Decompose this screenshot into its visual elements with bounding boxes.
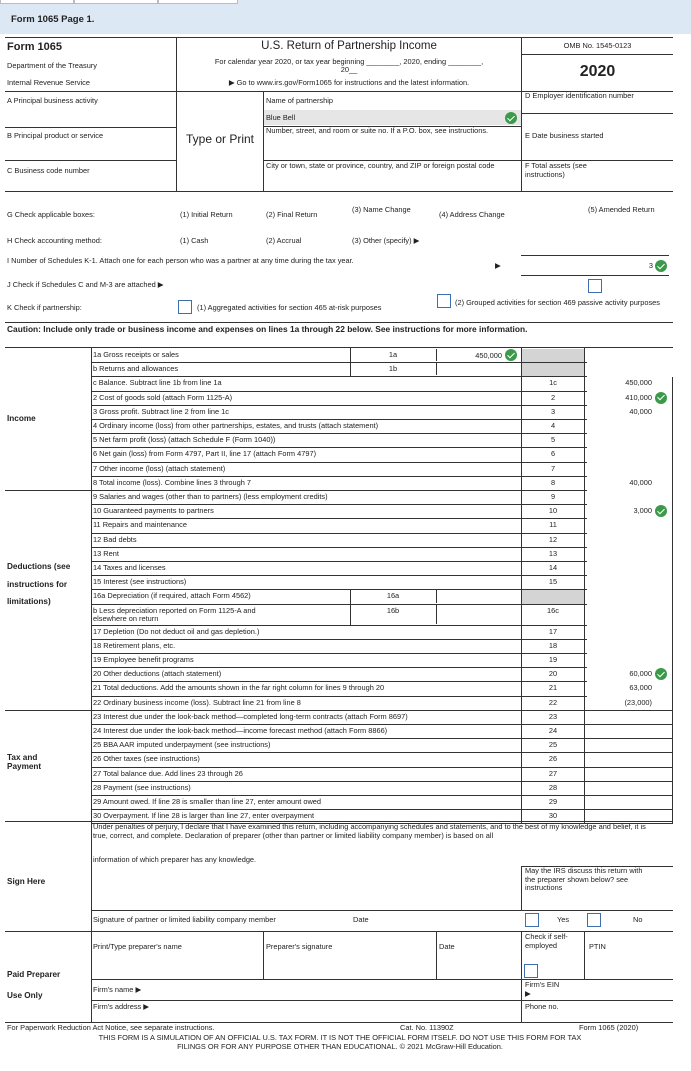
line-number: 3 — [550, 406, 556, 416]
line-number: 18 — [548, 640, 558, 650]
line-sub-input[interactable] — [436, 605, 521, 624]
g-amended-return[interactable]: (5) Amended Return — [588, 205, 655, 214]
paperwork-notice: For Paperwork Reduction Act Notice, see separate instructions. — [7, 1023, 215, 1032]
line-number: 17 — [548, 626, 558, 636]
check-icon — [505, 112, 517, 124]
line-amount-input[interactable] — [585, 725, 673, 737]
h-other[interactable]: (3) Other (specify) ▶ — [352, 236, 420, 245]
line-description: b Less depreciation reported on Form 1125-A and elsewhere on return — [93, 605, 256, 624]
discuss-yes-label: Yes — [557, 915, 570, 924]
line-description: 12 Bad debts — [93, 534, 137, 544]
line-description: 9 Salaries and wages (other than to partners) (less employment credits) — [93, 492, 328, 501]
i-label: I Number of Schedules K-1. Attach one for each person who was a partner at any time during the tax year. — [7, 256, 354, 265]
form-number: Form 1065 — [7, 41, 63, 53]
principal-business-label: A Principal business activity — [7, 96, 98, 105]
check-icon — [655, 260, 667, 272]
g-final-return[interactable]: (2) Final Return — [266, 210, 318, 219]
section-paid-preparer: Paid Preparer Use Only — [7, 970, 61, 1000]
line-description: 30 Overpayment. If line 28 is larger than line 27, enter overpayment — [93, 811, 315, 821]
line-amount-input[interactable] — [585, 448, 673, 460]
line-description: 18 Retirement plans, etc. — [93, 640, 176, 650]
irs-label: Internal Revenue Service — [7, 78, 90, 87]
line-description: 8 Total income (loss). Combine lines 3 through 7 — [93, 477, 252, 487]
g-label: G Check applicable boxes: — [7, 210, 95, 219]
date-started-label: E Date business started — [525, 131, 604, 140]
section-income: Income — [7, 414, 36, 423]
line-number: 6 — [550, 449, 556, 459]
line-amount-input[interactable] — [585, 753, 673, 765]
discuss-text: May the IRS discuss this return with the preparer shown below? see instructions — [525, 866, 643, 893]
sign-date-label: Date — [353, 915, 369, 924]
line-description: 7 Other income (loss) (attach statement) — [93, 463, 226, 473]
line-number: 29 — [548, 797, 558, 806]
check-icon — [505, 349, 517, 361]
line-description: 24 Interest due under the look-back method—income forecast method (attach Form 8866) — [93, 726, 388, 735]
principal-product-label: B Principal product or service — [7, 131, 104, 140]
line-amount-input[interactable] — [585, 491, 673, 503]
self-employed-label: Check if self-employed — [525, 932, 568, 950]
line-amount-input[interactable] — [585, 562, 673, 574]
tab-stub[interactable] — [0, 0, 74, 4]
penalty-text: Under penalties of perjury, I declare that I have examined this return, including accompanying schedules and statements, and to the best of my knowledge and belief, it is true, correct, and complete. Declaration of preparer (other than partner or limited liability company member) is based on all — [93, 822, 646, 840]
penalty-text-2: information of which preparer has any knowledge. — [93, 855, 257, 864]
calendar-year: For calendar year 2020, or tax year beginning ________, 2020, ending ________, — [214, 57, 484, 66]
firm-name-label: Firm's name ▶ — [93, 985, 142, 994]
line-number: 22 — [548, 697, 558, 707]
line-amount: 40,000 — [629, 406, 652, 416]
line-amount-input[interactable] — [585, 768, 673, 780]
line-amount-input[interactable] — [585, 534, 673, 546]
section-sign-here: Sign Here — [7, 877, 46, 886]
tax-year: 2020 — [579, 63, 616, 80]
check-icon — [655, 392, 667, 404]
line-amount-input[interactable] — [585, 519, 673, 531]
k1-count[interactable]: 3 — [648, 261, 653, 270]
line-description: 6 Net gain (loss) from Form 4797, Part II, line 17 (attach Form 4797) — [93, 449, 317, 459]
k-aggregated-label: (1) Aggregated activities for section 465 at-risk purposes — [197, 303, 382, 312]
signature-label: Signature of partner or limited liability company member — [93, 915, 276, 924]
self-employed-checkbox[interactable] — [524, 964, 538, 978]
page-header-bar — [0, 0, 691, 34]
line-number: 7 — [550, 463, 556, 473]
line-description: 4 Ordinary income (loss) from other partnerships, estates, and trusts (attach statement) — [93, 421, 379, 430]
line-description: 11 Repairs and maintenance — [93, 520, 187, 530]
line-number: 24 — [548, 726, 558, 735]
k-grouped-label: (2) Grouped activities for section 469 passive activity purposes — [455, 298, 660, 307]
line-number: 8 — [550, 477, 556, 487]
line-description: 15 Interest (see instructions) — [93, 577, 187, 587]
line-number: 30 — [548, 811, 558, 821]
line-description: b Returns and allowances — [93, 364, 179, 374]
line-number: 20 — [548, 669, 558, 679]
line-description: 23 Interest due under the look-back method—completed long-term contracts (attach Form 8697) — [93, 711, 408, 721]
shaded-cell — [522, 590, 584, 603]
line-description: 20 Other deductions (attach statement) — [93, 669, 222, 679]
line-amount-input[interactable] — [585, 576, 673, 588]
line-description: 5 Net farm profit (loss) (attach Schedule F (Form 1040)) — [93, 435, 276, 445]
line-amount: (23,000) — [624, 697, 652, 707]
line-amount-input[interactable] — [585, 782, 673, 794]
preparer-name-label: Print/Type preparer's name — [93, 942, 182, 951]
line-number: 16c — [547, 605, 559, 615]
line-amount-input[interactable] — [585, 654, 673, 666]
line-number: 14 — [548, 563, 558, 572]
line-number: 5 — [550, 435, 556, 445]
line-sub-number: 1a — [388, 350, 398, 359]
line-amount-input[interactable] — [585, 626, 673, 638]
h-accrual[interactable]: (2) Accrual — [266, 236, 302, 245]
line-description: 13 Rent — [93, 548, 119, 558]
type-or-print: Type or Print — [185, 132, 255, 146]
line-amount-input[interactable] — [585, 640, 673, 652]
line-number: 25 — [548, 740, 558, 750]
line-amount: 60,000 — [629, 669, 652, 679]
partnership-name-value: Blue Bell — [266, 113, 296, 122]
tab-stub[interactable] — [74, 0, 158, 4]
line-amount-input[interactable] — [585, 711, 673, 723]
line-sub-number: 16b — [386, 605, 400, 615]
partnership-name-input[interactable] — [264, 110, 521, 125]
omb-number: OMB No. 1545-0123 — [563, 41, 632, 50]
street-label: Number, street, and room or suite no. If a P.O. box, see instructions. — [266, 126, 489, 135]
j-checkbox[interactable] — [588, 279, 602, 293]
line-description: 3 Gross profit. Subtract line 2 from line 1c — [93, 406, 229, 416]
discuss-no-checkbox[interactable] — [587, 913, 601, 927]
line-amount-input[interactable] — [585, 605, 673, 624]
partnership-name-label: Name of partnership — [266, 96, 333, 105]
city-label: City or town, state or province, country, and ZIP or foreign postal code — [266, 161, 495, 170]
tab-stub[interactable] — [158, 0, 238, 4]
line-description: 28 Payment (see instructions) — [93, 782, 191, 792]
ptin-label: PTIN — [589, 942, 606, 951]
line-amount: 450,000 — [625, 378, 652, 388]
line-amount-input[interactable] — [585, 420, 673, 432]
line-amount-input[interactable] — [585, 739, 673, 751]
line-number: 10 — [548, 506, 558, 516]
line-number: 11 — [549, 520, 557, 530]
irs-link[interactable]: ▶ Go to www.irs.gov/Form1065 for instructions and the latest information. — [228, 78, 470, 87]
simulation-disclaimer: THIS FORM IS A SIMULATION OF AN OFFICIAL U.S. TAX FORM. IT IS NOT THE OFFICIAL FORM ITSELF. DO NOT USE THIS FORM FOR TAX FILINGS OR FOR ANY PURPOSE OTHER THAN EDUCATIONAL. © 2021 McGraw-Hill Education. — [98, 1033, 582, 1051]
line-number: 1c — [549, 378, 557, 388]
form-title: U.S. Return of Partnership Income — [261, 40, 437, 52]
line-sub-amount: 450,000 — [475, 351, 502, 360]
firm-ein-label: Firm's EIN ▶ — [525, 980, 560, 998]
line-amount: 410,000 — [625, 392, 652, 402]
g-name-change[interactable]: (3) Name Change — [352, 205, 411, 214]
dept-treasury: Department of the Treasury — [7, 61, 97, 70]
line-number: 28 — [548, 782, 558, 792]
firm-address-label: Firm's address ▶ — [93, 1002, 149, 1011]
h-label: H Check accounting method: — [7, 236, 102, 245]
g-address-change[interactable]: (4) Address Change — [439, 210, 505, 219]
line-number: 23 — [548, 711, 558, 721]
footer-form-label: Form 1065 (2020) — [579, 1023, 639, 1032]
line-description: 10 Guaranteed payments to partners — [93, 506, 214, 516]
line-description: 19 Employee benefit programs — [93, 655, 194, 664]
line-sub-number: 16a — [386, 591, 400, 601]
line-description: 25 BBA AAR imputed underpayment (see instructions) — [93, 740, 271, 750]
k-grouped-checkbox[interactable] — [437, 294, 451, 308]
total-assets-label: F Total assets (see instructions) — [525, 161, 587, 179]
line-sub-number: 1b — [388, 364, 398, 374]
discuss-no-label: No — [633, 915, 643, 924]
line-amount: 3,000 — [633, 506, 652, 516]
caution-text: Caution: Include only trade or business income and expenses on lines 1a through 22 below. See instructions for more information. — [7, 324, 528, 334]
line-number: 2 — [550, 392, 556, 402]
line-amount-input[interactable] — [585, 434, 673, 446]
line-description: c Balance. Subtract line 1b from line 1a — [93, 378, 222, 388]
line-number: 27 — [548, 768, 558, 778]
discuss-yes-checkbox[interactable] — [525, 913, 539, 927]
line-description: 21 Total deductions. Add the amounts shown in the far right column for lines 9 through 20 — [93, 683, 385, 693]
line-description: 17 Depletion (Do not deduct oil and gas depletion.) — [93, 626, 260, 636]
line-number: 4 — [550, 421, 556, 430]
line-description: 29 Amount owed. If line 28 is smaller than line 27, enter amount owed — [93, 797, 322, 806]
line-number: 21 — [548, 683, 558, 693]
ein-label: D Employer identification number — [525, 91, 634, 100]
j-label: J Check if Schedules C and M-3 are attached ▶ — [7, 280, 164, 289]
line-description: 1a Gross receipts or sales — [93, 350, 179, 359]
line-number: 26 — [548, 754, 558, 764]
h-cash[interactable]: (1) Cash — [180, 236, 209, 245]
line-description: 22 Ordinary business income (loss). Subtract line 21 from line 8 — [93, 697, 301, 707]
line-amount-input[interactable] — [585, 463, 673, 475]
preparer-date-label: Date — [439, 942, 455, 951]
line-number: 9 — [550, 492, 556, 501]
preparer-signature-label: Preparer's signature — [266, 942, 333, 951]
calendar-year-20: 20__ — [340, 65, 358, 74]
line-amount-input[interactable] — [585, 548, 673, 560]
section-tax-payment: Tax and Payment — [7, 753, 42, 772]
business-code-label: C Business code number — [7, 166, 90, 175]
line-number: 19 — [548, 655, 558, 664]
line-sub-input[interactable] — [436, 363, 521, 375]
i-arrow: ▶ — [495, 261, 501, 270]
phone-label: Phone no. — [525, 1002, 559, 1011]
line-amount-input[interactable] — [585, 796, 673, 808]
line-number: 12 — [548, 534, 558, 544]
line-amount: 40,000 — [629, 477, 652, 487]
k-label: K Check if partnership: — [7, 303, 82, 312]
line-number: 13 — [548, 548, 558, 558]
section-deductions: Deductions (see instructions for limitations) — [7, 562, 71, 607]
line-description: 14 Taxes and licenses — [93, 563, 166, 572]
line-amount: 63,000 — [629, 683, 652, 693]
cat-number: Cat. No. 11390Z — [400, 1023, 454, 1032]
line-description: 2 Cost of goods sold (attach Form 1125-A) — [93, 392, 233, 402]
line-description: 27 Total balance due. Add lines 23 through 26 — [93, 768, 243, 778]
k-aggregated-checkbox[interactable] — [178, 300, 192, 314]
page-title: Form 1065 Page 1. — [11, 14, 95, 25]
line-description: 26 Other taxes (see instructions) — [93, 754, 200, 764]
g-initial-return[interactable]: (1) Initial Return — [180, 210, 233, 219]
line-number: 15 — [548, 577, 558, 587]
line-sub-input[interactable] — [436, 590, 521, 602]
line-description: 16a Depreciation (if required, attach Form 4562) — [93, 591, 251, 601]
